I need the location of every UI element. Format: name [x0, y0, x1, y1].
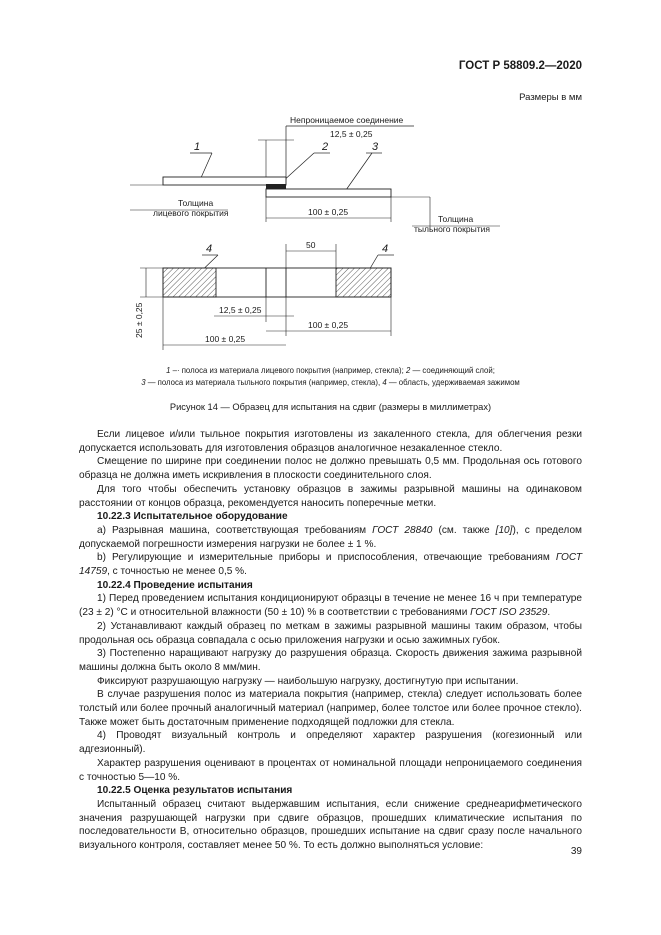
- back-thickness-label-1: Толщина: [438, 214, 474, 224]
- paragraph: В случае разрушения полос из материала покрытия (например, стекла) следует использовать более толстый или более прочный аналогичный материал (например, более толстое или более прочное стекло). Также может быть достаточным применение подходящей подложки для стекла.: [79, 689, 582, 728]
- paragraph: Смещение по ширине при соединении полос не должно превышать 0,5 мм. Продольная ось готового образца не должна иметь искривления в плоскости соединительного слоя.: [79, 456, 582, 482]
- standard-header: ГОСТ Р 58809.2—2020: [458, 60, 582, 72]
- clamp-area-left: [163, 268, 216, 297]
- back-strip: [266, 189, 391, 197]
- section-heading: 10.22.3 Испытательное оборудование: [97, 511, 288, 523]
- grip-gap-dimension: 50: [306, 240, 316, 250]
- face-thickness-label-1: Толщина: [178, 198, 214, 208]
- figure-caption: Рисунок 14 — Образец для испытания на сдвиг (размеры в миллиметрах): [169, 402, 492, 412]
- figure-legend-line-2: 3 — полоса из материала тыльного покрытия (например, стекла), 4 — область, удерживаемая зажимом: [141, 378, 520, 387]
- units-note: Размеры в мм: [519, 92, 582, 103]
- figure-legend-line-1: 1 –· полоса из материала лицевого покрытия (например, стекла); 2 — соединяющий слой;: [166, 366, 495, 375]
- face-strip: [163, 177, 286, 185]
- callout-3: 3: [372, 141, 379, 153]
- paragraph: 3) Постепенно наращивают нагрузку до разрушения образца. Скорость движения зажима разрывной машины должна быть около 8 мм/мин.: [79, 648, 582, 673]
- callout-4-left: 4: [206, 243, 213, 255]
- paragraph: 1) Перед проведением испытания кондиционируют образцы в течение не менее 16 ч при температуре (23 ± 2) °С и относительной влажности (50 ± 10) % в соответствии с требованиями ГОСТ ISO 23529.: [79, 593, 582, 619]
- paragraph: Фиксируют разрушающую нагрузку — наибольшую нагрузку, достигнутую при испытании.: [97, 675, 519, 687]
- paragraph: Если лицевое и/или тыльное покрытия изготовлены из закаленного стекла, для облегчения резки допускается использовать для изготовления образцов аналогичное незакаленное стекло.: [79, 429, 582, 454]
- face-thickness-label-2: лицевого покрытия: [153, 208, 229, 218]
- paragraph: 2) Устанавливают каждый образец по меткам в зажимы разрывной машины таким образом, чтобы продольная ось образца совпадала с осью приложения нагрузки и осью зажимных губок.: [79, 620, 582, 646]
- bonding-layer: [266, 184, 286, 189]
- shear-specimen-figure: [0, 110, 661, 370]
- side-length-dimension: 100 ± 0,25: [308, 207, 349, 217]
- paragraph: 4) Проводят визуальный контроль и определяют характер разрушения (когезионный или адгезионный).: [79, 730, 582, 756]
- overlap-dimension: 12,5 ± 0,25: [219, 305, 262, 315]
- back-thickness-label-2: тыльного покрытия: [414, 224, 490, 234]
- width-dimension: 25 ± 0,25: [134, 302, 144, 338]
- paragraph: Для того чтобы обеспечить установку образцов в зажимы разрывной машины на одинаковом расстоянии от концов образца, рекомендуется наносить поперечные метки.: [79, 483, 582, 509]
- callout-2: 2: [322, 141, 329, 153]
- seal-dimension: 12,5 ± 0,25: [330, 129, 373, 139]
- paragraph: Характер разрушения оценивают в процентах от номинальной площади непроницаемого соединения с точностью 5—10 %.: [79, 757, 582, 783]
- callout-1: 1: [194, 141, 201, 153]
- paragraph: а) Разрывная машина, соответствующая требованиям ГОСТ 28840 (см. также [10]), с пределом допускаемой погрешности измерения нагрузки не более ± 1 %.: [79, 524, 582, 550]
- back-length-dimension: 100 ± 0,25: [308, 320, 349, 330]
- section-heading: 10.22.5 Оценка результатов испытания: [97, 785, 293, 797]
- page-number: 39: [570, 846, 582, 857]
- face-length-dimension: 100 ± 0,25: [205, 334, 246, 344]
- seal-label: Непроницаемое соединение: [290, 115, 404, 125]
- section-heading: 10.22.4 Проведение испытания: [97, 579, 253, 591]
- paragraph: Испытанный образец считают выдержавшим испытания, если снижение среднеарифметического значения разрушающей нагрузки при сдвиге образцов, прошедших климатические испытания по последовательности В, относительно образцов, прошедших испытание на сдвиг сразу после начального визуального контроля, составляет менее 50 %. То есть должно выполняться условие:: [79, 798, 582, 852]
- paragraph: b) Регулирующие и измерительные приборы и приспособления, отвечающие требованиям ГОСТ 14759, с точностью не менее 0,5 %.: [79, 552, 582, 578]
- clamp-area-right: [336, 268, 391, 297]
- body-text: [79, 428, 582, 853]
- callout-4-right: 4: [382, 243, 389, 255]
